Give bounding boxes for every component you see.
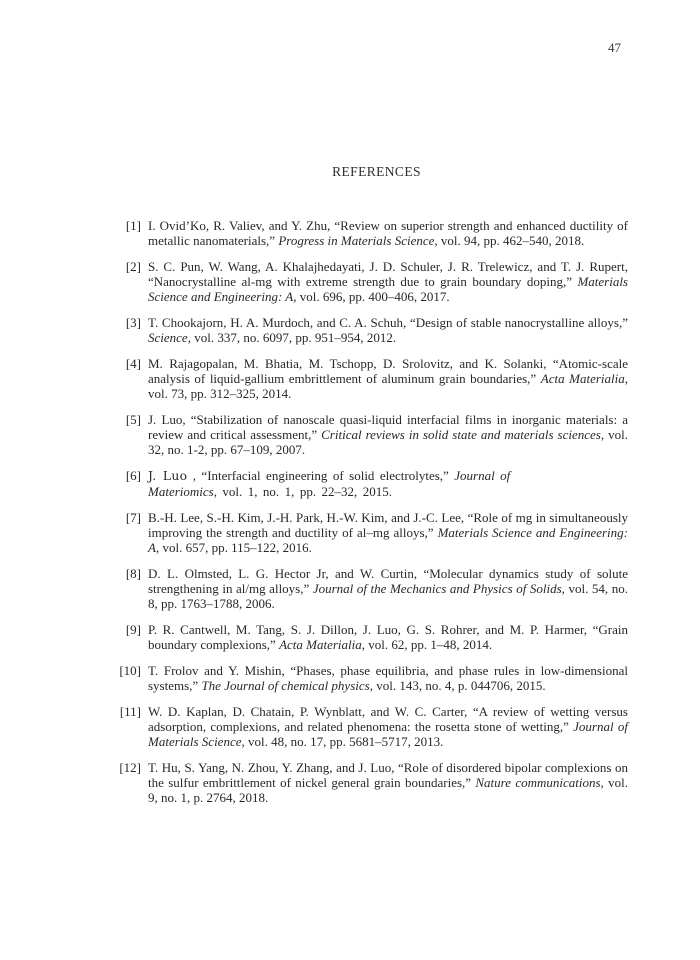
reference-text-segment: B.-H. Lee, S.-H. Kim, J.-H. Park, H.-W. Kim, and J.-C. Lee, “Role of mg in simultaneously improving the strength and ductility of al–mg alloys,” [148, 510, 628, 540]
reference-number-label: [9] [125, 622, 141, 637]
reference-text-segment: S. C. Pun, W. Wang, A. Khalajhedayati, J. D. Schuler, J. R. Trelewicz, and T. J. Rupert, “Nanocrystalline al-mg with extreme strength due to grain boundary doping,” [148, 259, 628, 289]
reference-text-segment: P. R. Cantwell, M. Tang, S. J. Dillon, J. Luo, G. S. Rohrer, and M. P. Harmer, “Grain boundary complexions,” [148, 622, 628, 652]
author-name-alt-font: J. Luo [148, 469, 188, 483]
references-heading: REFERENCES [332, 164, 421, 179]
reference-number-label: [6] [125, 468, 141, 483]
reference-number-label: [12] [119, 760, 141, 775]
reference-text-segment: , vol. 657, pp. 115–122, 2016. [155, 540, 312, 555]
reference-text [148, 259, 628, 304]
reference-item [90, 510, 628, 555]
journal-name: Science [148, 330, 188, 345]
journal-name: Acta Materialia [540, 371, 625, 386]
reference-number-label: [3] [125, 315, 141, 330]
reference-item [90, 663, 628, 693]
reference-item [90, 468, 628, 499]
journal-name: The Journal of chemical physics [201, 678, 370, 693]
reference-text-segment: W. D. Kaplan, D. Chatain, P. Wynblatt, and W. C. Carter, “A review of wetting versus adsorption, complexions, and related phenomena: the rosetta stone of wetting,” [148, 704, 628, 734]
reference-item [90, 704, 628, 749]
reference-number-label: [4] [125, 356, 141, 371]
references-list [90, 218, 628, 816]
reference-item [90, 259, 628, 304]
reference-number-label: [7] [125, 510, 141, 525]
journal-name: Materiomics [148, 484, 214, 499]
reference-text-segment: , vol. 62, pp. 1–48, 2014. [361, 637, 493, 652]
journal-name: Critical reviews in solid state and materials sciences [321, 427, 601, 442]
reference-text [148, 412, 628, 457]
reference-text-segment: , vol. 9, no. 1, p. 2764, 2018. [148, 775, 628, 805]
reference-text-segment: , vol. 337, no. 6097, pp. 951–954, 2012. [187, 330, 397, 345]
reference-number-label: [1] [125, 218, 141, 233]
reference-item [90, 315, 628, 345]
reference-text-segment: , vol. 73, pp. 312–325, 2014. [148, 371, 628, 401]
reference-item [90, 566, 628, 611]
reference-text-segment: , vol. 143, no. 4, p. 044706, 2015. [369, 678, 546, 693]
reference-text-segment: T. Frolov and Y. Mishin, “Phases, phase equilibria, and phase rules in low-dimensional systems,” [148, 663, 628, 693]
reference-number-label: [10] [119, 663, 141, 678]
reference-text-segment: , vol. 32, no. 1-2, pp. 67–109, 2007. [148, 427, 628, 457]
reference-text-segment: M. Rajagopalan, M. Bhatia, M. Tschopp, D. Srolovitz, and K. Solanki, “Atomic-scale analysis of liquid-gallium embrittlement of aluminum grain boundaries,” [148, 356, 628, 386]
reference-text-segment: , vol. 696, pp. 400–406, 2017. [293, 289, 450, 304]
reference-number-label: [11] [119, 704, 141, 719]
journal-name: Materials Science and Engineering: A [148, 525, 628, 555]
reference-text-segment: J. Luo, “Stabilization of nanoscale quasi-liquid interfacial films in inorganic materials: a review and critical assessment,” [148, 412, 628, 442]
reference-number-label: [2] [125, 259, 141, 274]
journal-name: Materials Science and Engineering: A [148, 274, 628, 304]
reference-text [148, 566, 628, 611]
reference-item [90, 622, 628, 652]
reference-item [90, 760, 628, 805]
reference-item [90, 412, 628, 457]
reference-number-label: [5] [125, 412, 141, 427]
reference-text [148, 663, 628, 693]
reference-text [148, 510, 628, 555]
journal-name: Progress in Materials Science [278, 233, 435, 248]
reference-text-segment: I. Ovid’Ko, R. Valiev, and Y. Zhu, “Review on superior strength and enhanced ductility of metallic nanomaterials,” [148, 218, 628, 248]
reference-text-segment: T. Hu, S. Yang, N. Zhou, Y. Zhang, and J. Luo, “Role of disordered bipolar complexions on the sulfur embrittlement of nickel general grain boundaries,” [148, 760, 628, 790]
reference-text [148, 356, 628, 401]
reference-text [148, 218, 628, 248]
reference-text-segment: , vol. 54, no. 8, pp. 1763–1788, 2006. [148, 581, 628, 611]
reference-item [90, 356, 628, 401]
journal-name: Journal of the Mechanics and Physics of Solids [312, 581, 562, 596]
reference-text-segment: , vol. 1, no. 1, pp. 22–32, 2015. [213, 484, 392, 499]
reference-text-segment: T. Chookajorn, H. A. Murdoch, and C. A. Schuh, “Design of stable nanocrystalline alloys,” [148, 315, 628, 330]
reference-item [90, 218, 628, 248]
journal-name: Journal of Materials Science [148, 719, 628, 749]
reference-number-label: [8] [125, 566, 141, 581]
reference-text [148, 315, 628, 345]
reference-text [148, 468, 628, 499]
journal-name: Journal of [454, 468, 511, 483]
reference-text [148, 622, 628, 652]
reference-text [148, 704, 628, 749]
reference-text-segment: , “Interfacial engineering of solid electrolytes,” [187, 468, 455, 483]
journal-name: Nature communications [475, 775, 601, 790]
page-number: 47 [608, 40, 621, 55]
reference-text-segment: , vol. 48, no. 17, pp. 5681–5717, 2013. [241, 734, 444, 749]
journal-name: Acta Materialia [279, 637, 362, 652]
reference-text-segment: , vol. 94, pp. 462–540, 2018. [434, 233, 585, 248]
reference-text-segment: D. L. Olmsted, L. G. Hector Jr, and W. Curtin, “Molecular dynamics study of solute strengthening in al/mg alloys,” [148, 566, 628, 596]
reference-text [148, 760, 628, 805]
